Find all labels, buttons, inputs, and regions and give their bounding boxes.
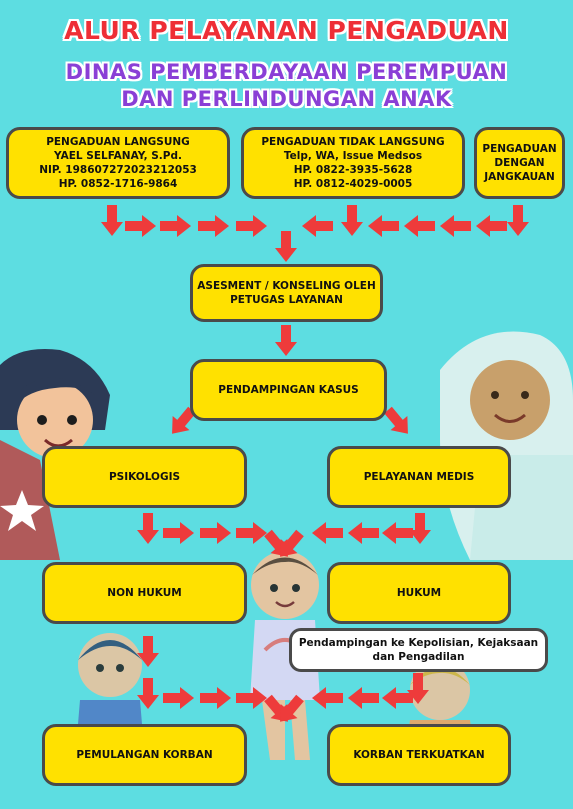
- node-pengaduan-langsung: [6, 127, 230, 199]
- arrow-right-4: [236, 215, 267, 237]
- node-text: HP. 0852-1716-9864: [58, 178, 178, 190]
- node-pengaduan-jangkauan: [474, 127, 565, 199]
- node-kepolisian: [289, 628, 548, 672]
- arrow-left-4: [440, 215, 471, 237]
- node-text: NIP. 198607272023212053: [39, 164, 197, 176]
- arrow-down-jangkauan: [507, 205, 529, 236]
- arrow-left-mid-2: [348, 522, 379, 544]
- arrow-down-non-hukum: [137, 636, 159, 667]
- page-title: ALUR PELAYANAN PENGADUAN: [64, 16, 509, 45]
- node-non-hukum: [42, 562, 247, 624]
- arrow-right-bot-1: [163, 687, 194, 709]
- arrow-down-non-hukum-2: [137, 678, 159, 709]
- arrow-left-2: [368, 215, 399, 237]
- node-asesment: [190, 264, 383, 322]
- node-text: YAEL SELFANAY, S.Pd.: [54, 150, 182, 162]
- node-text: HUKUM: [396, 587, 442, 599]
- arrow-down-tidak-langsung: [341, 205, 363, 236]
- node-text: PEMULANGAN KORBAN: [76, 749, 213, 761]
- arrow-left-3: [404, 215, 435, 237]
- arrow-down-langsung: [101, 205, 123, 236]
- node-text: DENGAN: [494, 157, 545, 169]
- node-korban-terkuatkan: [327, 724, 511, 786]
- node-text: PETUGAS LAYANAN: [230, 294, 343, 306]
- arrow-right-mid-3: [236, 522, 267, 544]
- node-text: ASESMENT / KONSELING OLEH: [197, 280, 376, 292]
- arrow-right-3: [198, 215, 229, 237]
- arrow-right-mid-1: [163, 522, 194, 544]
- arrow-right-bot-2: [200, 687, 231, 709]
- node-text: HP. 0822-3935-5628: [293, 164, 413, 176]
- arrow-down-to-pendampingan: [275, 325, 297, 356]
- node-text: HP. 0812-4029-0005: [293, 178, 413, 190]
- node-text: PENGADUAN TIDAK LANGSUNG: [261, 136, 445, 148]
- node-text: PENGADUAN: [482, 143, 557, 155]
- node-text: dan Pengadilan: [372, 651, 465, 663]
- arrow-left-bot-1: [312, 687, 343, 709]
- arrow-left-1: [302, 215, 333, 237]
- node-text: KORBAN TERKUATKAN: [353, 749, 485, 761]
- node-text: PELAYANAN MEDIS: [363, 471, 475, 483]
- node-pemulangan-korban: [42, 724, 247, 786]
- arrow-down-to-asesment: [275, 231, 297, 262]
- node-text: PSIKOLOGIS: [108, 471, 181, 483]
- node-text: Telp, WA, Issue Medsos: [283, 150, 423, 162]
- node-pengaduan-tidak-langsung: [241, 127, 465, 199]
- node-text: JANGKAUAN: [484, 171, 555, 183]
- arrow-left-mid-1: [312, 522, 343, 544]
- node-psikologis: [42, 446, 247, 508]
- arrow-right-bot-3: [236, 687, 267, 709]
- arrow-left-5: [476, 215, 507, 237]
- arrow-right-mid-2: [200, 522, 231, 544]
- page-subtitle-line2: DAN PERLINDUNGAN ANAK: [121, 87, 452, 111]
- arrow-down-psikologis: [137, 513, 159, 544]
- arrow-right-1: [125, 215, 156, 237]
- node-text: NON HUKUM: [107, 587, 182, 599]
- node-hukum: [327, 562, 511, 624]
- node-pendampingan-kasus: [190, 359, 387, 421]
- node-text: PENDAMPINGAN KASUS: [218, 384, 359, 396]
- arrow-left-bot-2: [348, 687, 379, 709]
- page-subtitle-line1: DINAS PEMBERDAYAAN PEREMPUAN: [65, 60, 508, 84]
- arrow-right-2: [160, 215, 191, 237]
- arrow-left-mid-3: [382, 522, 413, 544]
- node-text: Pendampingan ke Kepolisian, Kejaksaan: [298, 637, 539, 649]
- node-pelayanan-medis: [327, 446, 511, 508]
- node-text: PENGADUAN LANGSUNG: [46, 136, 190, 148]
- arrow-to-medis: [384, 407, 416, 441]
